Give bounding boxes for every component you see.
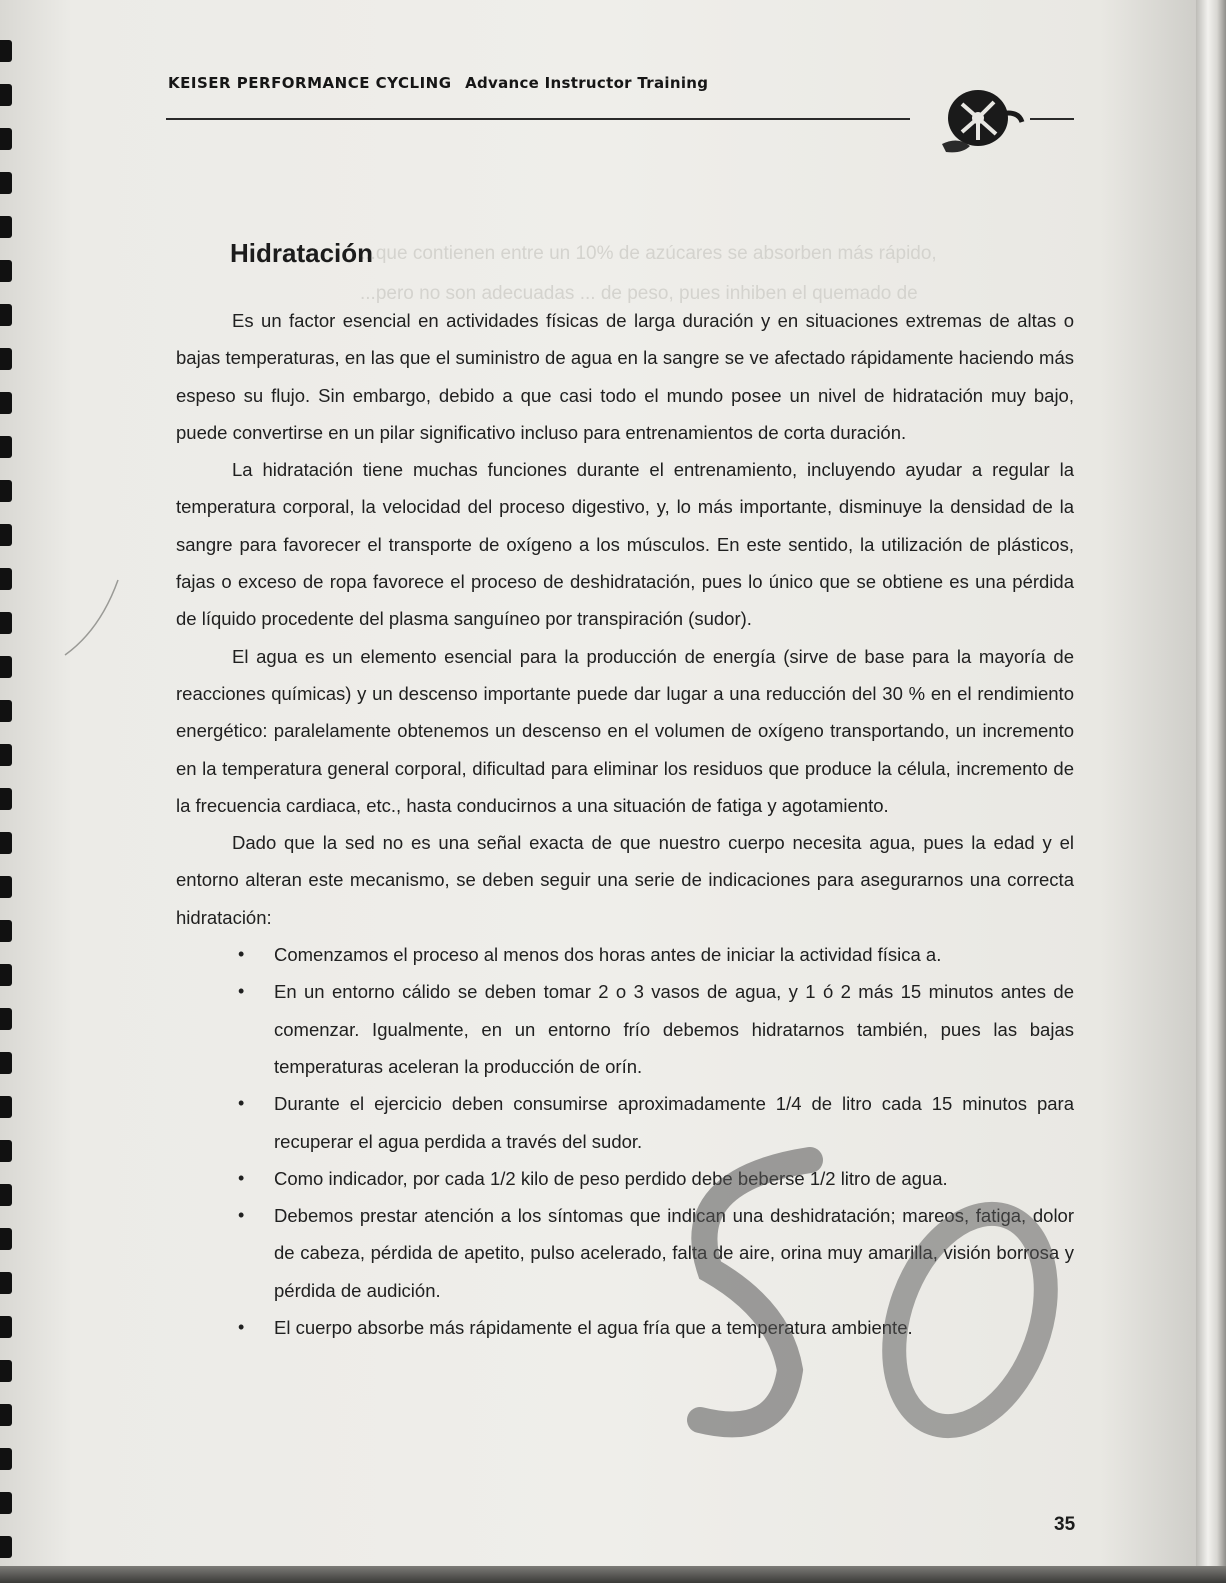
binding-hole: [0, 84, 12, 106]
list-item-text: El cuerpo absorbe más rápidamente el agua fría que a temperatura ambiente.: [274, 1317, 913, 1339]
scan-edge: [0, 1566, 1226, 1583]
list-item: [176, 973, 1074, 1085]
binding-hole: [0, 1360, 12, 1382]
watermark-stamp: [640, 1120, 1080, 1450]
binding-hole: [0, 700, 12, 722]
binding-hole: [0, 524, 12, 546]
binding-hole: [0, 1448, 12, 1470]
spiral-binding: [0, 0, 14, 1575]
header-rule-right: [1030, 118, 1074, 120]
binding-hole: [0, 744, 12, 766]
bleed-through-line: ...pero no son adecuadas ... de peso, pues inhiben el quemado de: [360, 283, 918, 304]
paragraph: Es un factor esencial en actividades físicas de larga duración y en situaciones extremas de altas o bajas temperaturas, en las que el suministro de agua en la sangre se ve afectado rápidamente haciendo más espeso su flujo. Sin embargo, debido a que casi todo el mundo posee un nivel de hidratación muy bajo, puede convertirse en un pilar significativo incluso para entrenamientos de corta duración.: [176, 310, 1074, 443]
bullet-icon: •: [238, 1205, 245, 1226]
bullet-icon: •: [238, 1317, 245, 1338]
binding-hole: [0, 216, 12, 238]
binding-hole: [0, 612, 12, 634]
binding-hole: [0, 876, 12, 898]
header-subtitle: Advance Instructor Training: [465, 74, 709, 92]
list-item-text: Como indicador, por cada 1/2 kilo de peso perdido debe beberse 1/2 litro de agua.: [274, 1167, 948, 1189]
binding-hole: [0, 348, 12, 370]
binding-hole: [0, 128, 12, 150]
running-header: [168, 74, 908, 92]
bullet-icon: •: [238, 1093, 245, 1114]
bullet-icon: •: [238, 1167, 245, 1188]
binding-hole: [0, 1228, 12, 1250]
binding-hole: [0, 1536, 12, 1558]
header-brand: KEISER PERFORMANCE CYCLING: [168, 74, 452, 92]
list-item: [176, 936, 1074, 973]
binding-hole: [0, 1052, 12, 1074]
bullet-icon: •: [238, 981, 245, 1002]
binding-hole: [0, 832, 12, 854]
bleed-through-line: ...que contienen entre un 10% de azúcares se absorben más rápido,: [360, 243, 937, 264]
paragraph: Dado que la sed no es una señal exacta de que nuestro cuerpo necesita agua, pues la edad y el entorno alteran este mecanismo, se deben seguir una serie de indicaciones para asegurarnos una correcta hidratación:: [176, 832, 1074, 928]
bullet-icon: •: [238, 944, 245, 965]
cyclist-logo-icon: [922, 74, 1032, 164]
binding-hole: [0, 40, 12, 62]
binding-hole: [0, 1404, 12, 1426]
binding-hole: [0, 964, 12, 986]
binding-hole: [0, 568, 12, 590]
binding-hole: [0, 1492, 12, 1514]
paragraph: El agua es un elemento esencial para la producción de energía (sirve de base para la mayoría de reacciones químicas) y un descenso importante puede dar lugar a una reducción del 30 % en el rendimiento energético: paralelamente obtenemos un descenso en el volumen de oxígeno transportando, un incremento en la temperatura general corporal, dificultad para eliminar los residuos que produce la célula, incremento de la frecuencia cardiaca, etc., hasta conducirnos a una situación de fatiga y agotamiento.: [176, 645, 1074, 816]
binding-hole: [0, 1184, 12, 1206]
list-item-text: Debemos prestar atención a los síntomas que indican una deshidratación; mareos, fatiga, dolor de cabeza, pérdida de apetito, pulso acelerado, falta de aire, orina muy amarilla, visión borrosa y pérdida de audición.: [274, 1205, 1074, 1301]
list-item-text: Durante el ejercicio deben consumirse aproximadamente 1/4 de litro cada 15 minutos para recuperar el agua perdida a través del sudor.: [274, 1093, 1074, 1152]
binding-hole: [0, 1140, 12, 1162]
list-item-text: En un entorno cálido se deben tomar 2 o 3 vasos de agua, y 1 ó 2 más 15 minutos antes de comenzar. Igualmente, en un entorno frío debemos hidratarnos también, pues las bajas temperaturas aceleran la producción de orín.: [274, 981, 1074, 1077]
binding-hole: [0, 1008, 12, 1030]
binding-hole: [0, 1316, 12, 1338]
header-rule: [166, 118, 910, 120]
paragraph: La hidratación tiene muchas funciones durante el entrenamiento, incluyendo ayudar a regular la temperatura corporal, la velocidad del proceso digestivo, y, lo más importante, disminuye la densidad de la sangre para favorecer el transporte de oxígeno a los músculos. En este sentido, la utilización de plásticos, fajas o exceso de ropa favorece el proceso de deshidratación, pues lo único que se obtiene es una pérdida de líquido procedente del plasma sanguíneo por transpiración (sudor).: [176, 459, 1074, 630]
pencil-mark: [60, 575, 130, 665]
section-title: Hidratación: [230, 238, 374, 268]
binding-hole: [0, 172, 12, 194]
binding-hole: [0, 656, 12, 678]
binding-hole: [0, 392, 12, 414]
binding-hole: [0, 260, 12, 282]
binding-hole: [0, 1272, 12, 1294]
page-number: 35: [1054, 1514, 1076, 1535]
binding-hole: [0, 788, 12, 810]
binding-hole: [0, 1096, 12, 1118]
binding-hole: [0, 920, 12, 942]
list-item-text: Comenzamos el proceso al menos dos horas antes de iniciar la actividad física a.: [274, 944, 942, 966]
binding-hole: [0, 480, 12, 502]
binding-hole: [0, 436, 12, 458]
binding-hole: [0, 304, 12, 326]
page-edge: [1196, 0, 1226, 1583]
